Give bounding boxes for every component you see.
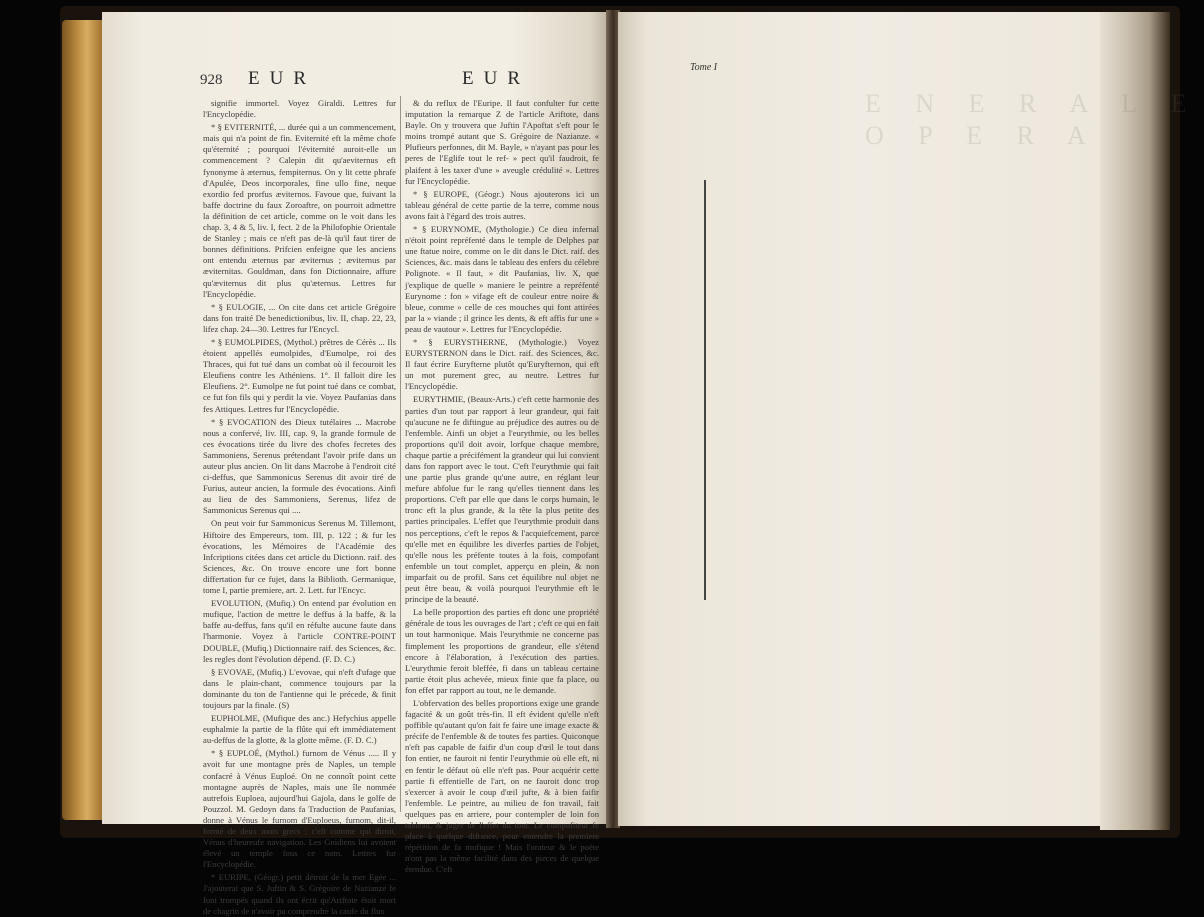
paragraph: * § EURYNOME, (Mythologie.) Ce dieu infernal n'étoit point repréfenté dans le temple de Delphes par une ftatue noire, comme on le dit dans le Dict. raif. des Sciences, &c. mais dans le tableau des enfers du célebre Polignote. « Il faut, » dit Paufanias, liv. X, que j'explique de quelle » maniere le peintre a repréfenté Eurynome : fon » vifage eft de couleur entre noire & bleue, comme » celle de ces mouches qui font attirées par la » viande ; il grince les dents, & eft affis fur une » peau de vautour ». Lettres fur l'Encyclopédie. [405,224,599,334]
paragraph: § EVOVAE, (Mufiq.) L'evovae, qui n'eft d'ufage que dans le plain-chant, commence toujours par la dominante du ton de l'antienne qui le précede, & finit toujours par la finale. (S) [203,666,396,710]
page-number: 928 [200,72,223,88]
paragraph: & du reflux de l'Euripe. Il faut confulter fur cette imputation la remarque Z de l'article Ariftote, dans Bayle. On y trouvera que Juftin l'Apoftat s'eft pour le moins trompé autant que S. Grégoire de Nazianze. « Plufieurs perfonnes, dit M. Bayle, » n'ayant pas pour les peres de l'Eglife tout le ref- » pect qu'il faudroit, fe plaifent à les taxer d'une » aveugle crédulité ». Lettres fur l'Encyclopédie. [405,98,599,186]
paragraph: * EURIPE, (Géogr.) petit détroit de la mer Egée ... J'ajouterai que S. Juftin & S. Grégoire de Nazianze fe font trompés quand ils ont écrit qu'Ariftote étoit mort de chagrin de n'avoir pu comprendre la caufe du flux [203,872,396,916]
paragraph: * § EUROPE, (Géogr.) Nous ajouterons ici un tableau général de cette partie de la terre, comme nous avons fait à l'égard des trois autres. [405,188,599,221]
paragraph: * § EURYSTHERNE, (Mythologie.) Voyez EURYSTERNON dans le Dict. raif. des Sciences, &c. Il faut écrire Euryfterne plutôt qu'Euryfternon, qui eft un mot purement grec, au neutre. Lettres fur l'Encyclopédie. [405,336,599,392]
column-rule [400,96,401,812]
text-column-right [405,98,599,875]
paragraph: On peut voir fur Sammonicus Serenus M. Tillemont, Hiftoire des Empereurs, tom. III, p. 122 ; & fur les évocations, les Mémoires de l'Académie des Infcriptions citées dans cet article du Dictionn. raif. des Sciences, &c. On trouve encore une fort bonne differtation fur ce fujet, dans la Biblioth. Germanique, tome I, partie premiere, art. 2. Lett. fur l'Encyc. [203,518,396,596]
running-header [200,68,600,94]
left-page-edges [62,20,104,820]
running-head-right: EUR [462,68,530,89]
tome-label: Tome I [690,62,718,73]
paragraph: * § EUPLOÉ, (Mythol.) furnom de Vénus ..... Il y avoit fur une montagne près de Naples, un temple confacré à Vénus Euploé. On ne connoît point cette montagne auprès de Naples, mais une île nommée autrefois Euploea, aujourd'hui Gajola, dans le golfe de Pouzzol. M. Gedoyn dans fa Traduction de Paufanias, donne à Vénus le furnom d'Euploeus, furnom, dit-il, formé de deux mots grecs ; c'eft comme qui diroit, Vénus d'heureufe navigation. Les Gnidiens lui avoient élevé un temple fous ce nom. Lettres fur l'Encyclopédie. [203,748,396,870]
paragraph: * § EVITERNITÉ, ... durée qui a un commencement, mais qui n'a point de fin. Eviternité eft la même chofe qu'éternité ; pourquoi l'éviternité auroit-elle un commencement ? Calepin dit qu'aeviternus eft fynonyme à æternus, fempiternus. On y lit cette phrafe d'Apulée, Deos incorporales, fine ullo fine, neque exordio fed prorfus æviternos. Favoue que, fuivant la baffe doctrine du faux Zoroaftre, on pourroit admettre la définition de cet article, comme on le voit dans les chap. 3, 4 & 5, liv. I, fect. 2 de la Philofophie Orientale de Stanley ; mais ce n'eft pas de-là qu'il faut tirer de bonnes définitions. Prifcien enfeigne que les anciens ont entendu æternus par æviternus ; æviternus par æviternitas. Gouldman, dans fon Dictionnaire, affure qu'æviternus dit plus qu'æternus. Lettres fur l'Encyclopédie. [203,122,396,299]
paragraph: EUPHOLME, (Mufique des anc.) Hefychius appelle euphalmie la partie de la flûte qui eft immédiatement au-deffus de la glotte, & la glotte même. (F. D. C.) [203,713,396,746]
paragraph: signifie immortel. Voyez Giraldi. Lettres fur l'Encyclopédie. [203,98,396,120]
paragraph: * § EVOCATION des Dieux tutélaires ... Macrobe nous a confervé, liv. III, cap. 9, la grande formule de ces évocations tirée du livre des chofes fecretes des Sammoniens, Serenus prétendant l'avoir prife dans un auteur plus ancien. On lit dans Macrobe à l'endroit cité ci-deffus, que Sammonicus Serenus dit avoir tiré de Furius, auteur ancien, la formule des évocations. Ainfi au lieu de des Sammoniens, Serenus, lifez de Sammonicus Serenus qui .... [203,416,396,516]
running-head-left: EUR [248,68,316,89]
paragraph: EURYTHMIE, (Beaux-Arts.) c'eft cette harmonie des parties d'un tout par rapport à leur grandeur, qui fait qu'aucune ne fe diftingue au préjudice des autres ou de l'enfemble. Ainfi un objet a l'eurythmie, ou les belles proportions qu'il doit avoir, lorfque chaque membre, chaque partie a précifément la grandeur qui lui convient dans fon rapport avec le tout. C'eft l'eurythmie qui fait une partie plus grande qu'une autre, en réglant leur mefure abfolue fur le rang qu'elles tiennent dans les proportions. C'eft par elle que dans le corps humain, le tronc eft la plus grande, & la tête la plus petite des parties principales. L'effet que l'eurythmie produit dans nos perceptions, c'eft le repos & l'acquiefcement, parce qu'elle met en équilibre les diverfes parties de l'objet, qu'elle nous les préfente toutes à la fois, compofant enfemble un tout complet, apperçu en plein, & non imparfait ou de profil. Sans cet équilibre nul objet ne peut être beau, & voilà pourquoi l'eurythmie eft le principe de la beauté. [405,394,599,605]
show-through-print: E N E R A L E O P E R A [865,89,1201,150]
text-column-left [203,98,396,916]
paragraph: L'obfervation des belles proportions exige une grande fagacité & un goût très-fin. Il eft évident qu'elle n'eft poffible qu'autant qu'on fait fe faire une image exacte & précife de l'enfemble & de toutes fes parties. Quiconque n'eft pas capable de faifir d'un coup d'œil le tout dans fon entier, ne fauroit ni fentir l'eurythmie où elle eft, ni en fentir le défaut où elle n'eft pas. Pour acquérir cette partie fi effentielle de l'art, on ne fauroit donc trop s'exercer à avoir le coup d'œil jufte, & à bien faifir l'enfemble. Le peintre, au milieu de fon travail, fait quelques pas en arriere, pour contempler de loin fon tableau, & juger de l'effet du tout. Le compofiteur fe place à quelque diftance, pour entendre la premiere répétition de fa mufique ! Mais l'orateur & le poëte n'ont pas la même facilité dans des pieces de quelque étendue. C'eft [405,697,599,875]
margin-mark [704,180,706,600]
paragraph: La belle proportion des parties eft donc une propriété générale de tous les ouvrages de l'art ; c'eft ce qui en fait un tout harmonique. Mais l'eurythmie ne concerne pas fimplement les proportions de grandeur, elle s'étend encore à l'élaboration, à l'exécution des parties. L'eurythmie feroit bleffée, fi dans un tableau certaine partie étoit plus achevée, mieux finie que fa place, ou fon effet par rapport au tout, ne le demande. [405,607,599,695]
paragraph: EVOLUTION, (Mufiq.) On entend par évolution en mufique, l'action de mettre le deffus à la baffe, & la baffe au-deffus, fans qu'il en réfulte aucune faute dans l'harmonie. Voyez à l'article CONTRE-POINT DOUBLE, (Mufiq.) Dictionnaire raif. des Sciences, &c. les regles dont l'évolution dépend. (F. D. C.) [203,598,396,664]
paragraph: * § EULOGIE, ... On cite dans cet article Grégoire dans fon traité De benedictionibus, liv. II, chap. 22, 23, lifez chap. 24—30. Lettres fur l'Encycl. [203,301,396,334]
paragraph: * § EUMOLPIDES, (Mythol.) prêtres de Cérès ... Ils étoient appellés eumolpides, d'Eumolpe, roi des Thraces, qui fut tué dans un combat où il fecouroit les Eleufiens contre les Athéniens. 1°. Il falloit dire les Eleufiens. 2°. Eumolpe ne fut point tué dans ce combat, ce fut fon fils qui y perdit la vie. Voyez Paufanias dans fes Attiques. Lettres fur l'Encyclopédie. [203,336,396,414]
